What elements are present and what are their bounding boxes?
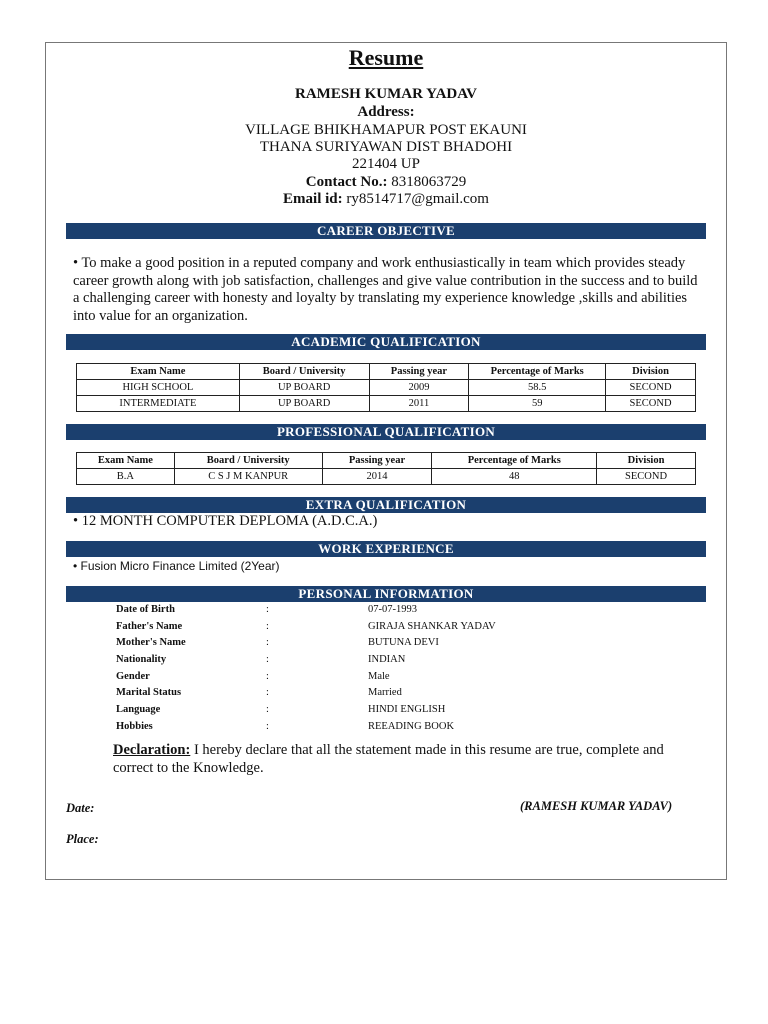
personal-info-colon: : [266,604,269,615]
personal-info-key: Nationality [116,654,167,666]
email-value: ry8514717@gmail.com [346,191,489,207]
personal-info-row [116,621,676,638]
contact-line [46,173,726,191]
date-label: Date: [66,801,95,815]
personal-info-key: Hobbies [116,720,153,732]
personal-info-row [116,637,676,654]
resume-page [45,42,727,880]
personal-info-row [116,721,676,738]
table-row [77,469,696,485]
personal-info-colon: : [266,654,269,666]
personal-info-colon: : [266,687,269,699]
personal-info-key: Language [116,704,161,716]
table-cell: SECOND [606,380,696,396]
personal-info-key: Marital Status [116,687,182,699]
table-header-cell: Board / University [239,364,369,380]
email-label: Email id: [283,191,343,207]
table-cell: SECOND [597,469,696,485]
declaration-text: I hereby declare that all the statement made in this resume are true, complete and correct to the Knowledge. [113,742,664,776]
personal-info-value: BUTUNA DEVI [368,637,439,649]
personal-information-header: PERSONAL INFORMATION [66,586,706,602]
address-line-2: THANA SURIYAWAN DIST BHADOHI [259,139,513,155]
place-label: Place: [66,832,99,846]
personal-info-colon: : [266,637,269,649]
academic-table [76,363,696,412]
table-cell: INTERMEDIATE [77,396,240,412]
table-cell: HIGH SCHOOL [77,380,240,396]
personal-info-value: 07-07-1993 [368,604,417,615]
personal-info-key: Date of Birth [116,604,175,615]
personal-info-value: INDIAN [368,654,406,666]
address-line-1: VILLAGE BHIKHAMAPUR POST EKAUNI [245,122,527,138]
table-cell: 58.5 [469,380,606,396]
professional-table [76,452,696,485]
contact-label: Contact No.: [305,174,388,190]
candidate-name: RAMESH KUMAR YADAV [295,86,477,102]
personal-info-key: Father's Name [116,620,183,632]
personal-info-value: HINDI ENGLISH [368,704,446,716]
table-header-cell: Division [597,453,696,469]
personal-info-row [116,687,676,704]
personal-info-colon: : [266,670,269,682]
personal-info-list [116,604,676,738]
table-cell: 48 [432,469,597,485]
contact-value: 8318063729 [391,174,467,190]
table-cell: B.A [77,469,175,485]
table-header-cell: Passing year [369,364,469,380]
personal-info-value: Married [368,687,402,699]
table-row [77,396,696,412]
page-title: Resume [348,45,424,70]
work-experience-header: WORK EXPERIENCE [66,541,706,557]
personal-info-key: Mother's Name [116,637,186,649]
career-objective-text: • To make a good position in a reputed company and work enthusiastically in team which provides steady career growth along with job satisfaction, challenges and give value contribution in the success and to build a challenging career with honesty and loyalty by translating my experience knowledge ,skills and abilities into value for an organization. [73,255,698,324]
career-objective-header: CAREER OBJECTIVE [66,223,706,239]
declaration [113,741,693,777]
personal-info-row [116,671,676,688]
table-cell: UP BOARD [239,380,369,396]
personal-info-value: Male [368,670,390,682]
extra-qualification-header: EXTRA QUALIFICATION [66,497,706,513]
email-line [46,190,726,208]
table-cell: 2014 [322,469,432,485]
table-cell: 59 [469,396,606,412]
table-cell: 2009 [369,380,469,396]
table-cell: UP BOARD [239,396,369,412]
extra-qualification-item: • 12 MONTH COMPUTER DEPLOMA (A.D.C.A.) [73,513,378,529]
personal-info-row [116,654,676,671]
professional-header: PROFESSIONAL QUALIFICATION [66,424,706,440]
personal-info-colon: : [266,620,269,632]
table-header-cell: Percentage of Marks [469,364,606,380]
personal-info-key: Gender [116,670,150,682]
table-header-cell: Exam Name [77,364,240,380]
personal-info-row [116,604,676,621]
table-header-cell: Passing year [322,453,432,469]
personal-info-value: GIRAJA SHANKAR YADAV [368,620,496,632]
personal-info-row [116,704,676,721]
address-label: Address: [357,104,415,120]
personal-info-colon: : [266,720,269,732]
work-experience-item: • Fusion Micro Finance Limited (2Year) [73,559,280,573]
table-header-cell: Division [606,364,696,380]
table-header-cell: Percentage of Marks [432,453,597,469]
table-cell: SECOND [606,396,696,412]
address-line-3: 221404 UP [352,156,420,172]
academic-header: ACADEMIC QUALIFICATION [66,334,706,350]
signature-name: (RAMESH KUMAR YADAV) [520,799,673,813]
personal-info-colon: : [266,704,269,716]
table-row [77,380,696,396]
table-header-cell: Exam Name [77,453,175,469]
personal-info-value: REEADING BOOK [368,720,455,732]
declaration-label: Declaration: [113,742,191,758]
table-cell: 2011 [369,396,469,412]
table-cell: C S J M KANPUR [174,469,322,485]
table-header-cell: Board / University [174,453,322,469]
